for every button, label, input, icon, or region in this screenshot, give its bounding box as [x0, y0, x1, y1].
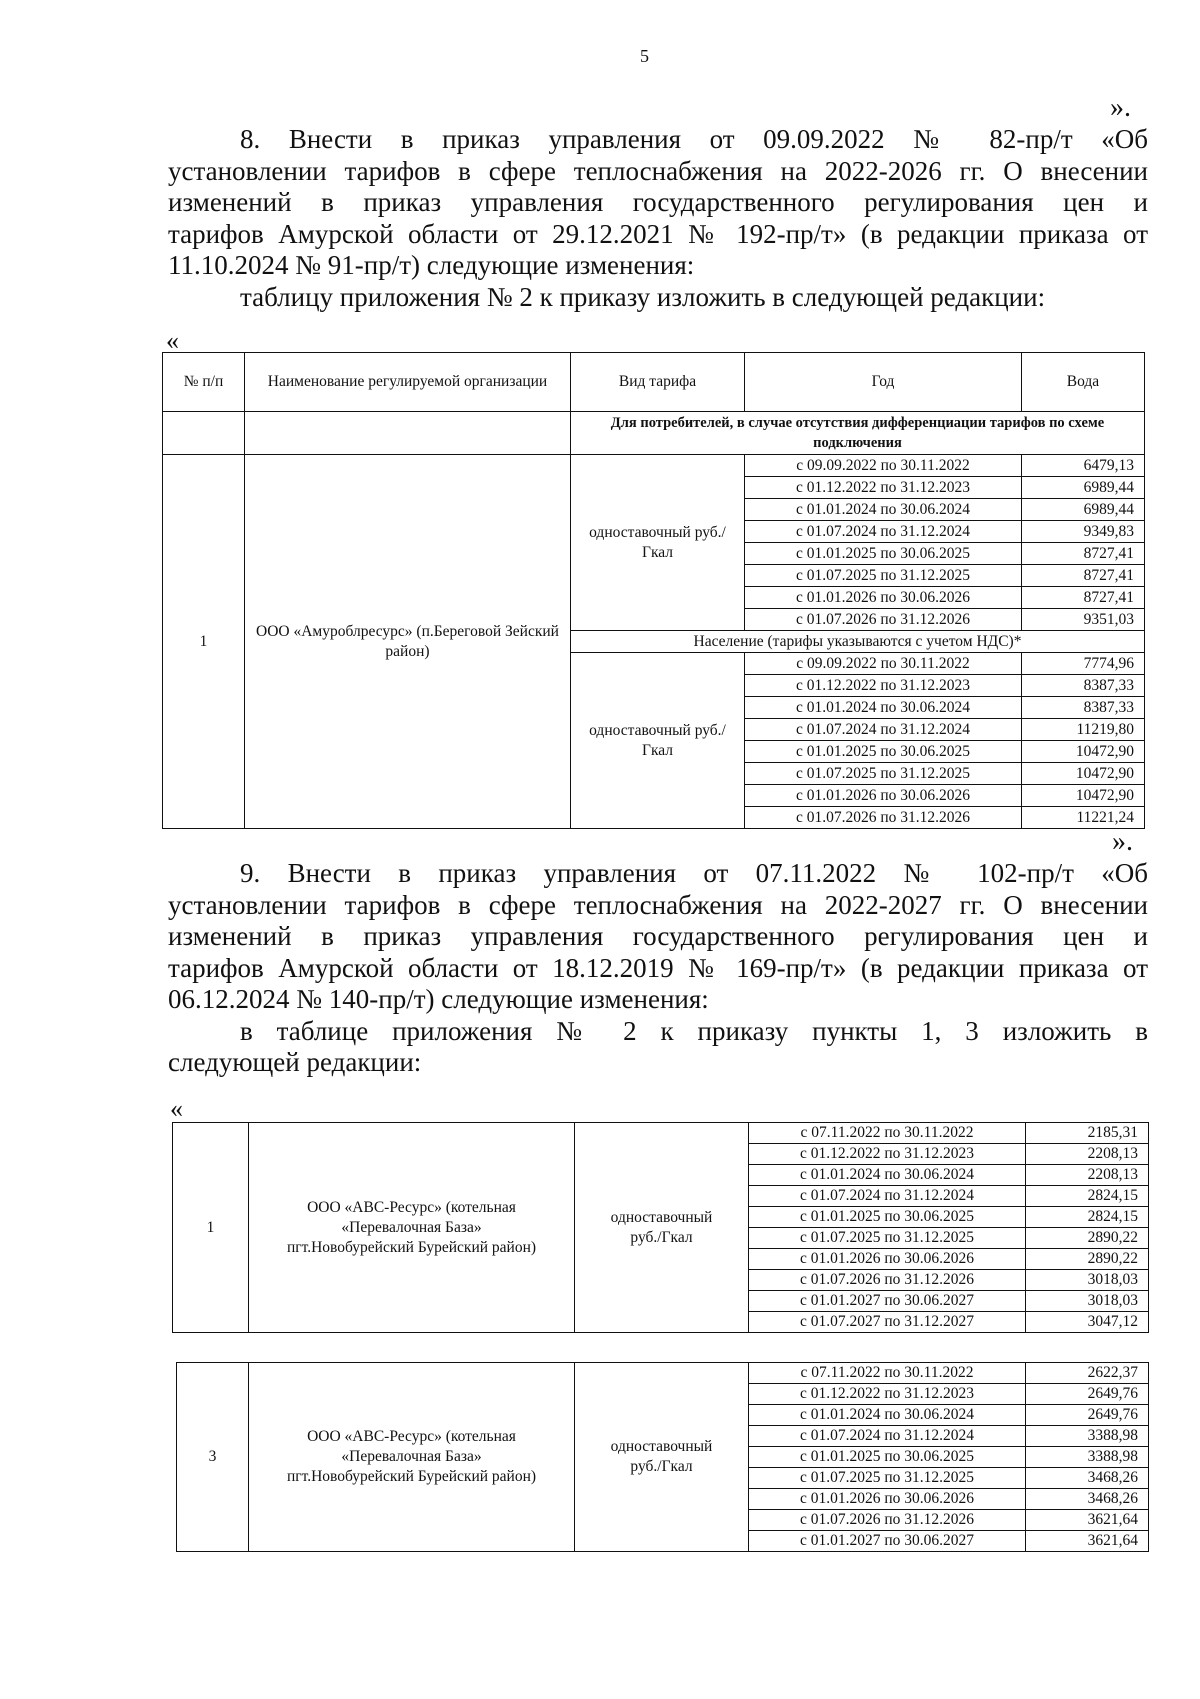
opening-quote: «	[166, 326, 179, 355]
period-cell: с 01.01.2027 по 30.06.2027	[749, 1531, 1026, 1552]
value-cell: 2649,76	[1026, 1384, 1149, 1405]
item-8-sub: таблицу приложения № 2 к приказу изложить в следующей редакции:	[240, 281, 1046, 312]
value-cell: 7774,96	[1022, 653, 1145, 675]
period-cell: с 07.11.2022 по 30.11.2022	[749, 1123, 1026, 1144]
value-cell: 3621,64	[1026, 1510, 1149, 1531]
period-cell: с 01.12.2022 по 31.12.2023	[745, 477, 1022, 499]
row-number: 1	[163, 455, 245, 829]
period-cell: с 01.07.2024 по 31.12.2024	[749, 1186, 1026, 1207]
table-header-row	[163, 353, 1145, 412]
header-number: № п/п	[163, 353, 245, 412]
value-cell: 10472,90	[1022, 741, 1145, 763]
organization-name: ООО «Амуроблресурс» (п.Береговой Зейский район)	[245, 455, 571, 829]
period-cell: с 01.01.2026 по 30.06.2026	[745, 587, 1022, 609]
item-8-paragraph	[168, 124, 1148, 313]
item-9-line: изменений в приказ управления государственного регулирования цен и	[168, 921, 1148, 951]
tariff-type: одноставочный руб./Гкал	[571, 455, 745, 631]
table-row	[173, 1123, 1149, 1144]
item-9-sub: в таблице приложения № 2 к приказу пункты 1, 3 изложить в	[240, 1015, 1148, 1046]
period-cell: с 01.07.2024 по 31.12.2024	[745, 521, 1022, 543]
period-cell: с 01.07.2025 по 31.12.2025	[749, 1228, 1026, 1249]
value-cell: 8727,41	[1022, 543, 1145, 565]
period-cell: с 01.07.2025 по 31.12.2025	[745, 763, 1022, 785]
organization-name: ООО «АВС-Ресурс» (котельная «Перевалочная База» пгт.Новобурейский Бурейский район)	[249, 1123, 575, 1333]
consumers-label: Для потребителей, в случае отсутствия дифференциации тарифов по схеме подключения	[571, 412, 1145, 455]
value-cell: 2824,15	[1026, 1207, 1149, 1228]
item-9-paragraph	[168, 858, 1148, 1079]
item-8-line: тарифов Амурской области от 29.12.2021 № 192-пр/т» (в редакции приказа от	[168, 218, 1148, 249]
value-cell: 10472,90	[1022, 763, 1145, 785]
period-cell: с 01.01.2025 по 30.06.2025	[749, 1207, 1026, 1228]
period-cell: с 01.12.2022 по 31.12.2023	[749, 1384, 1026, 1405]
value-cell: 2649,76	[1026, 1405, 1149, 1426]
value-cell: 8387,33	[1022, 675, 1145, 697]
value-cell: 2208,13	[1026, 1144, 1149, 1165]
value-cell: 11219,80	[1022, 719, 1145, 741]
item-8-line: 8. Внести в приказ управления от 09.09.2022 № 82-пр/т «Об	[240, 124, 1148, 154]
period-cell: с 01.12.2022 по 31.12.2023	[745, 675, 1022, 697]
value-cell: 6989,44	[1022, 499, 1145, 521]
value-cell: 10472,90	[1022, 785, 1145, 807]
value-cell: 2622,37	[1026, 1363, 1149, 1384]
tariff-type: одноставочный руб./Гкал	[571, 653, 745, 829]
item-8-line: изменений в приказ управления государственного регулирования цен и	[168, 187, 1148, 217]
header-organization: Наименование регулируемой организации	[245, 353, 571, 412]
period-cell: с 01.01.2026 по 30.06.2026	[745, 785, 1022, 807]
value-cell: 3018,03	[1026, 1270, 1149, 1291]
period-cell: с 01.07.2027 по 31.12.2027	[749, 1312, 1026, 1333]
item-9-line: тарифов Амурской области от 18.12.2019 № 169-пр/т» (в редакции приказа от	[168, 952, 1148, 983]
value-cell: 3388,98	[1026, 1447, 1149, 1468]
item-9-line: установлении тарифов в сфере теплоснабжения на 2022-2027 гг. О внесении	[168, 889, 1148, 920]
tariff-table-avs-point-3	[176, 1362, 1149, 1552]
value-cell: 3468,26	[1026, 1489, 1149, 1510]
period-cell: с 01.01.2024 по 30.06.2024	[745, 697, 1022, 719]
value-cell: 2890,22	[1026, 1228, 1149, 1249]
period-cell: с 01.07.2025 по 31.12.2025	[749, 1468, 1026, 1489]
tariff-type: одноставочный руб./Гкал	[575, 1123, 749, 1333]
value-cell: 3018,03	[1026, 1291, 1149, 1312]
population-label: Население (тарифы указываются с учетом НДС)*	[571, 631, 1145, 653]
consumers-row	[163, 412, 1145, 455]
table-row	[177, 1363, 1149, 1384]
closing-quote: ».	[1110, 92, 1131, 123]
value-cell: 3621,64	[1026, 1531, 1149, 1552]
value-cell: 3388,98	[1026, 1426, 1149, 1447]
tariff-table-amuroblresurs	[162, 352, 1145, 829]
value-cell: 2824,15	[1026, 1186, 1149, 1207]
opening-quote: «	[170, 1094, 183, 1123]
period-cell: с 01.01.2026 по 30.06.2026	[749, 1249, 1026, 1270]
value-cell: 9349,83	[1022, 521, 1145, 543]
item-9-sub: следующей редакции:	[168, 1047, 422, 1077]
item-8-line: 11.10.2024 № 91-пр/т) следующие изменения:	[168, 250, 695, 280]
period-cell: с 01.07.2026 по 31.12.2026	[749, 1270, 1026, 1291]
value-cell: 8727,41	[1022, 587, 1145, 609]
value-cell: 3468,26	[1026, 1468, 1149, 1489]
period-cell: с 01.01.2026 по 30.06.2026	[749, 1489, 1026, 1510]
period-cell: с 01.01.2024 по 30.06.2024	[749, 1165, 1026, 1186]
value-cell: 6479,13	[1022, 455, 1145, 477]
value-cell: 11221,24	[1022, 807, 1145, 829]
tariff-type: одноставочный руб./Гкал	[575, 1363, 749, 1552]
value-cell: 3047,12	[1026, 1312, 1149, 1333]
value-cell: 8387,33	[1022, 697, 1145, 719]
tariff-table-avs-point-1	[172, 1122, 1149, 1333]
item-9-line: 06.12.2024 № 140-пр/т) следующие изменения:	[168, 984, 709, 1014]
period-cell: с 09.09.2022 по 30.11.2022	[745, 653, 1022, 675]
value-cell: 2185,31	[1026, 1123, 1149, 1144]
period-cell: с 01.07.2026 по 31.12.2026	[745, 807, 1022, 829]
page-number: 5	[640, 46, 649, 66]
period-cell: с 01.01.2025 по 30.06.2025	[745, 741, 1022, 763]
value-cell: 8727,41	[1022, 565, 1145, 587]
period-cell: с 09.09.2022 по 30.11.2022	[745, 455, 1022, 477]
period-cell: с 01.01.2027 по 30.06.2027	[749, 1291, 1026, 1312]
organization-name: ООО «АВС-Ресурс» (котельная «Перевалочная База» пгт.Новобурейский Бурейский район)	[249, 1363, 575, 1552]
table-row	[163, 455, 1145, 477]
period-cell: с 01.01.2024 по 30.06.2024	[749, 1405, 1026, 1426]
row-number: 1	[173, 1123, 249, 1333]
header-water: Вода	[1022, 353, 1145, 412]
item-9-line: 9. Внести в приказ управления от 07.11.2022 № 102-пр/т «Об	[240, 858, 1148, 888]
period-cell: с 01.07.2024 по 31.12.2024	[745, 719, 1022, 741]
value-cell: 9351,03	[1022, 609, 1145, 631]
header-year: Год	[745, 353, 1022, 412]
row-number: 3	[177, 1363, 249, 1552]
value-cell: 2208,13	[1026, 1165, 1149, 1186]
period-cell: с 01.01.2025 по 30.06.2025	[745, 543, 1022, 565]
period-cell: с 01.01.2025 по 30.06.2025	[749, 1447, 1026, 1468]
header-tariff-type: Вид тарифа	[571, 353, 745, 412]
value-cell: 2890,22	[1026, 1249, 1149, 1270]
period-cell: с 01.07.2025 по 31.12.2025	[745, 565, 1022, 587]
period-cell: с 01.01.2024 по 30.06.2024	[745, 499, 1022, 521]
item-8-line: установлении тарифов в сфере теплоснабжения на 2022-2026 гг. О внесении	[168, 155, 1148, 186]
period-cell: с 01.07.2026 по 31.12.2026	[745, 609, 1022, 631]
period-cell: с 07.11.2022 по 30.11.2022	[749, 1363, 1026, 1384]
period-cell: с 01.12.2022 по 31.12.2023	[749, 1144, 1026, 1165]
value-cell: 6989,44	[1022, 477, 1145, 499]
period-cell: с 01.07.2026 по 31.12.2026	[749, 1510, 1026, 1531]
closing-quote: ».	[1112, 826, 1133, 857]
period-cell: с 01.07.2024 по 31.12.2024	[749, 1426, 1026, 1447]
